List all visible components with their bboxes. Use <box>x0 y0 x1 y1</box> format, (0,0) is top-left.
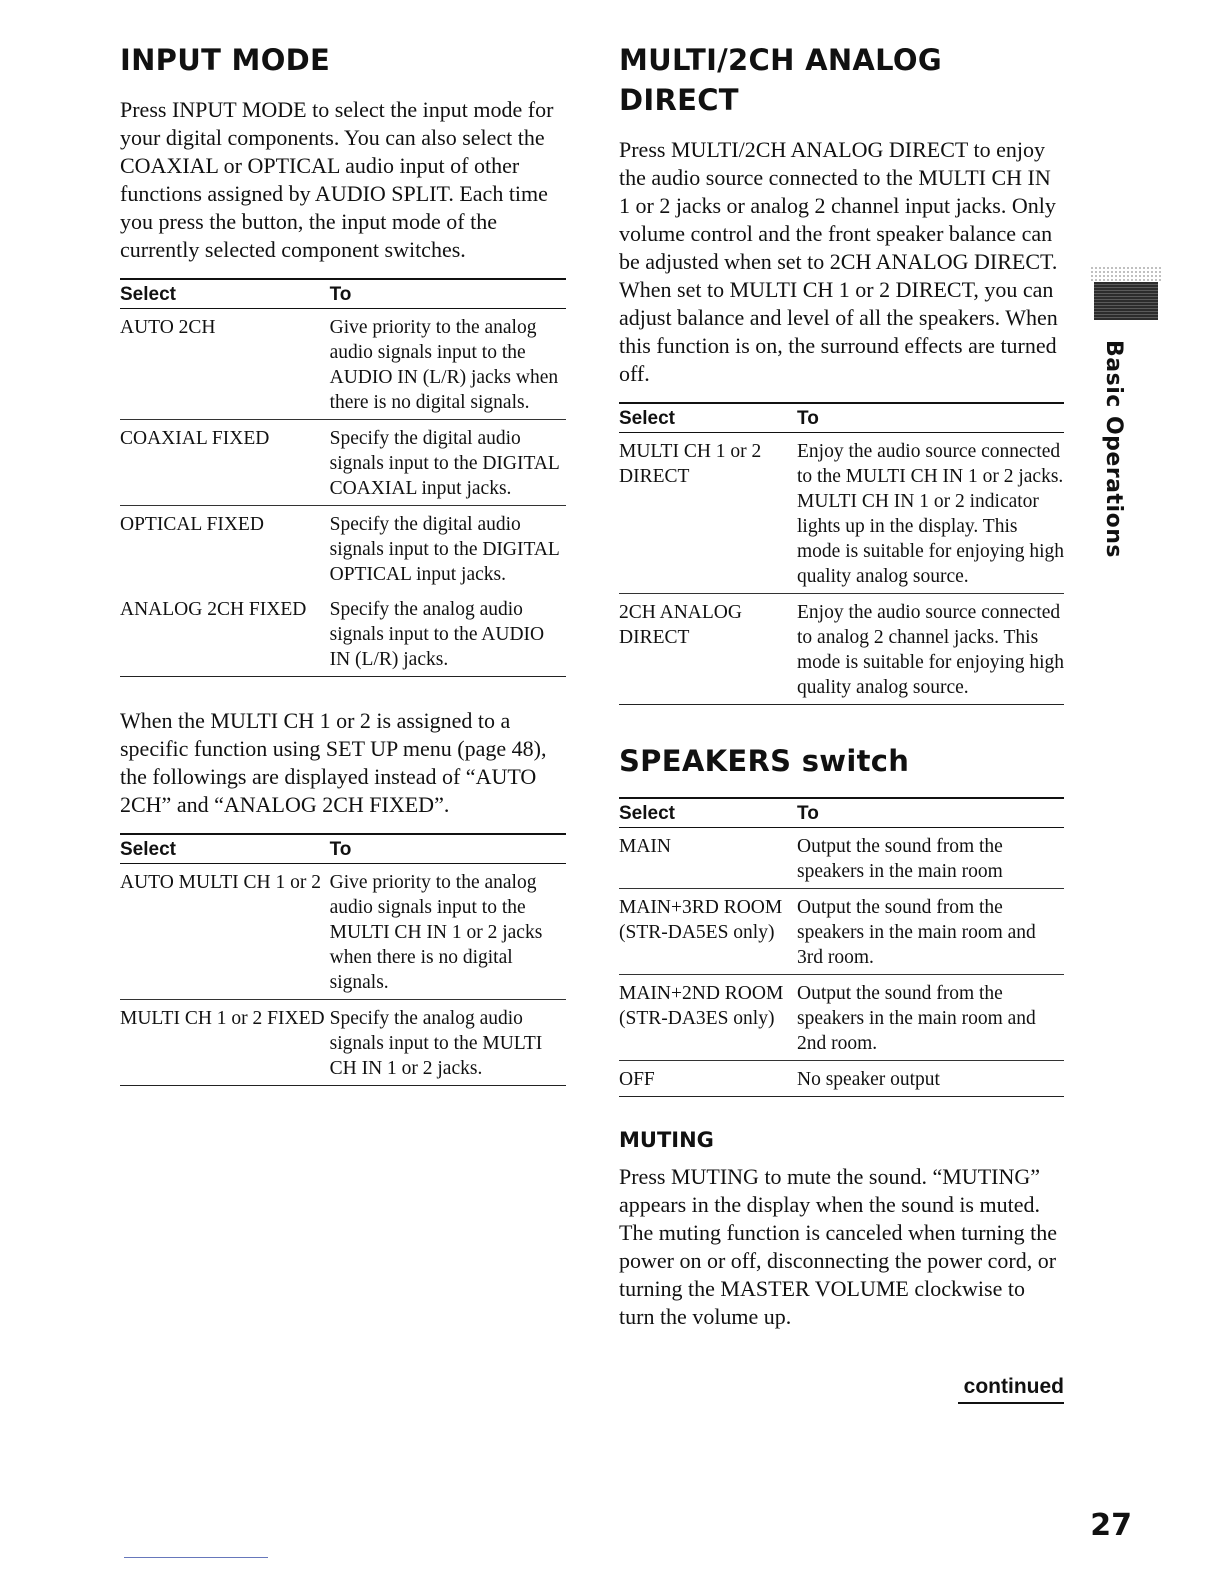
select-cell: MULTI CH 1 or 2 FIXED <box>120 1000 330 1086</box>
table-row <box>619 433 1064 594</box>
multi-note-text: When the MULTI CH 1 or 2 is assigned to a specific function using SET UP menu (page 48), the followings are displayed instead of “AUTO 2CH” and “ANALOG 2CH FIXED”. <box>120 708 547 817</box>
page-number: 27 <box>1090 1508 1132 1543</box>
multi-direct-table <box>619 402 1064 705</box>
col-select-header: Select <box>120 279 330 309</box>
select-cell: OFF <box>619 1061 797 1097</box>
input-mode-text: Press INPUT MODE to select the input mode for your digital components. You can also select the COAXIAL or OPTICAL audio input of other functions assigned by AUDIO SPLIT. Each time you press the button, the input mode of the currently selected component switches. <box>120 97 554 262</box>
muting-text: Press MUTING to mute the sound. “MUTING” appears in the display when the sound is muted. The muting function is canceled when turning the power on or off, disconnecting the power cord, or turning the MASTER VOLUME clockwise to turn the volume up. <box>619 1164 1058 1329</box>
left-column <box>120 40 566 1102</box>
col-select-header: Select <box>619 798 797 828</box>
table-row <box>619 889 1064 975</box>
to-cell: Output the sound from the speakers in the main room and 3rd room. <box>797 889 1064 975</box>
select-cell: ANALOG 2CH FIXED <box>120 591 330 677</box>
table-row <box>120 1000 566 1086</box>
col-to-header: To <box>330 834 566 864</box>
col-select-header: Select <box>619 403 797 433</box>
side-tab-dither <box>1090 266 1162 282</box>
multi-direct-text: Press MULTI/2CH ANALOG DIRECT to enjoy the audio source connected to the MULTI CH IN 1 or 2 jacks or analog 2 channel input jacks. Only volume control and the front speaker balance can be adjusted when set to 2CH ANALOG DIRECT. When set to MULTI CH 1 or 2 DIRECT, you can adjust balance and level of all the speakers. When this function is on, the surround effects are turned off. <box>619 137 1058 386</box>
to-cell: Enjoy the audio source connected to the MULTI CH IN 1 or 2 jacks. MULTI CH IN 1 or 2 indicator lights up in the display. This mode is suitable for enjoying high quality analog source. <box>797 433 1064 594</box>
select-cell: MAIN+2ND ROOM (STR-DA3ES only) <box>619 975 797 1061</box>
col-to-header: To <box>797 403 1064 433</box>
table-row <box>619 594 1064 705</box>
table-row <box>120 309 566 420</box>
to-cell: Output the sound from the speakers in the main room and 2nd room. <box>797 975 1064 1061</box>
speakers-table <box>619 797 1064 1097</box>
select-cell: AUTO 2CH <box>120 309 330 420</box>
to-cell: Specify the digital audio signals input to the DIGITAL COAXIAL input jacks. <box>330 420 566 506</box>
table-row <box>619 828 1064 889</box>
table-row <box>120 864 566 1000</box>
side-tab-marker <box>1094 282 1158 320</box>
select-cell: OPTICAL FIXED <box>120 514 264 535</box>
table-row <box>619 1061 1064 1097</box>
to-cell: Enjoy the audio source connected to analog 2 channel jacks. This mode is suitable for enjoying high quality analog source. <box>797 594 1064 705</box>
multi-note-table <box>120 833 566 1086</box>
to-cell: Specify the digital audio signals input to the DIGITAL OPTICAL input jacks. <box>329 514 560 585</box>
input-mode-table <box>120 278 566 677</box>
to-cell: Specify the analog audio signals input to the AUDIO IN (L/R) jacks. <box>330 591 566 677</box>
table-row <box>120 591 566 677</box>
continued-label: continued <box>958 1374 1064 1404</box>
select-cell: 2CH ANALOG DIRECT <box>619 594 797 705</box>
select-cell: MULTI CH 1 or 2 DIRECT <box>619 433 797 594</box>
select-cell: MAIN <box>619 828 797 889</box>
to-cell: Output the sound from the speakers in the main room <box>797 828 1064 889</box>
col-select-header: Select <box>120 834 330 864</box>
muting-heading: MUTING <box>619 1128 714 1152</box>
to-cell: Give priority to the analog audio signals input to the AUDIO IN (L/R) jacks when there is no digital signals. <box>330 309 566 420</box>
select-cell: COAXIAL FIXED <box>120 420 330 506</box>
multi-direct-heading: MULTI/2CH ANALOG DIRECT <box>619 43 942 117</box>
to-cell: Give priority to the analog audio signals input to the MULTI CH IN 1 or 2 jacks when there is no digital signals. <box>330 864 566 1000</box>
right-column <box>619 40 1064 1345</box>
table-row <box>120 506 566 592</box>
select-cell: MAIN+3RD ROOM (STR-DA5ES only) <box>619 889 797 975</box>
speakers-heading: SPEAKERS switch <box>619 744 910 778</box>
footer-rule <box>124 1557 268 1558</box>
side-tab-label: Basic Operations <box>1101 340 1126 558</box>
col-to-header: To <box>797 798 1064 828</box>
select-cell: AUTO MULTI CH 1 or 2 <box>120 864 330 1000</box>
col-to-header: To <box>330 279 566 309</box>
table-row <box>120 420 566 506</box>
to-cell: Specify the analog audio signals input to the MULTI CH IN 1 or 2 jacks. <box>330 1000 566 1086</box>
input-mode-heading: INPUT MODE <box>120 43 331 77</box>
to-cell: No speaker output <box>797 1061 1064 1097</box>
table-row <box>619 975 1064 1061</box>
